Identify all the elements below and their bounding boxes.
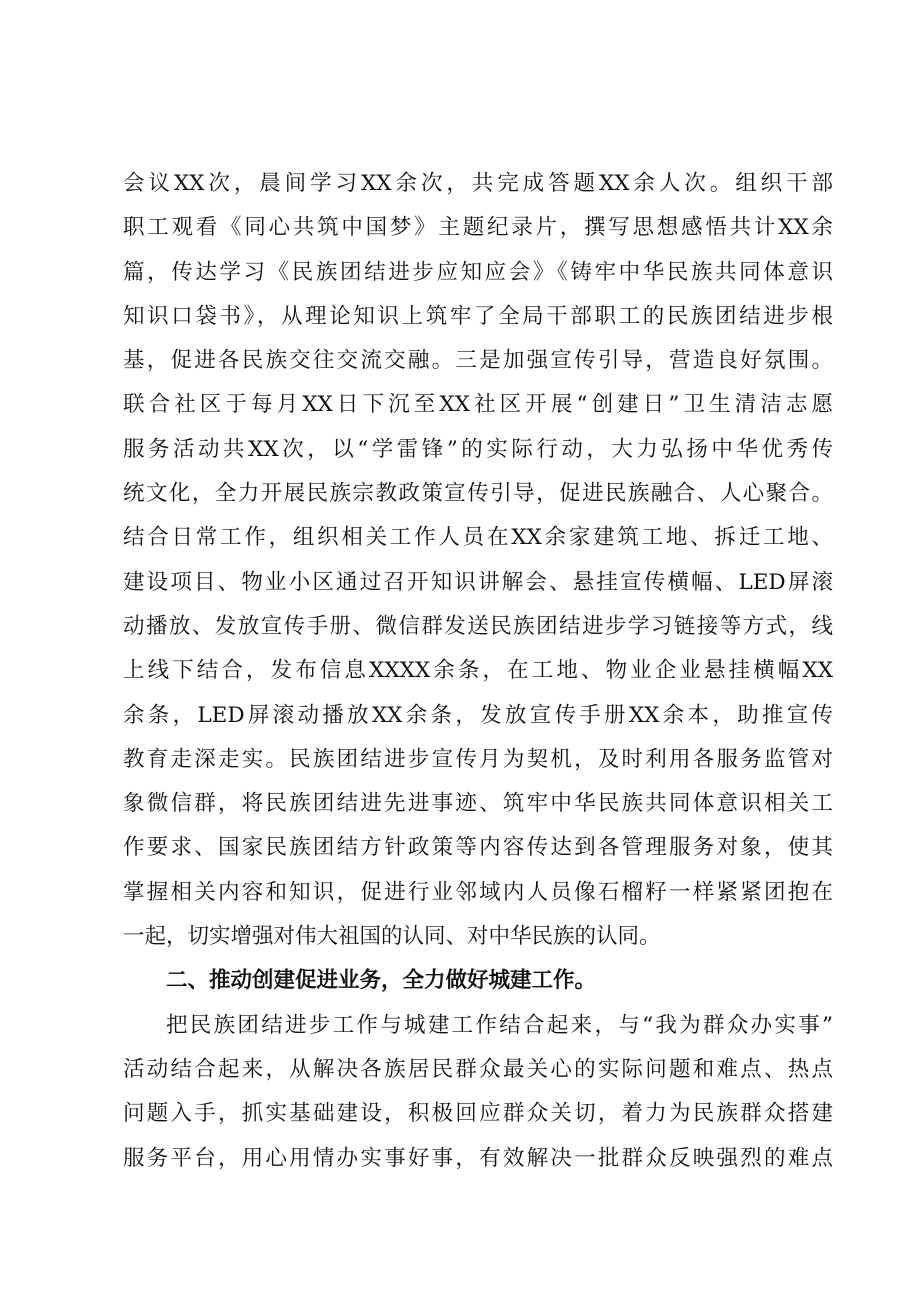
paragraph-1 — [123, 162, 833, 959]
text-line: 知识口袋书》，从理论知识上筑牢了全局干部职工的民族团结进步根 — [123, 303, 833, 329]
text-line: 动播放、发放宣传手册、微信群发送民族团结进步学习链接等方式，线 — [123, 613, 833, 639]
text-line: 统文化，全力开展民族宗教政策宣传引导，促进民族融合、人心聚合。 — [123, 481, 833, 507]
text-line: 作要求、国家民族团结方针政策等内容传达到各管理服务对象，使其 — [123, 835, 833, 861]
text-line: 问题入手，抓实基础建设，积极回应群众关切，着力为民族群众搭建 — [123, 1101, 833, 1127]
text-line: 上线下结合，发布信息XXXX余条，在工地、物业企业悬挂横幅XX — [123, 658, 833, 684]
text-line: 把民族团结进步工作与城建工作结合起来，与“我为群众办实事” — [166, 1012, 833, 1038]
text-line: 活动结合起来，从解决各族居民群众最关心的实际问题和难点、热点 — [123, 1056, 833, 1082]
text-line: 一起，切实增强对伟大祖国的认同、对中华民族的认同。 — [123, 924, 661, 950]
text-line: 结合日常工作，组织相关工作人员在XX余家建筑工地、拆迁工地、 — [123, 525, 833, 551]
text-line: 职工观看《同心共筑中国梦》主题纪录片，撰写思想感悟共计XX余 — [123, 215, 833, 241]
text-line: 建设项目、物业小区通过召开知识讲解会、悬挂宣传横幅、LED屏滚 — [123, 569, 833, 595]
text-line: 象微信群，将民族团结进先进事迹、筑牢中华民族共同体意识相关工 — [123, 791, 833, 817]
text-line: 基，促进各民族交往交流交融。三是加强宣传引导，营造良好氛围。 — [123, 348, 833, 374]
text-line: 余条，LED屏滚动播放XX余条，发放宣传手册XX余本，助推宣传 — [123, 702, 833, 728]
document-body — [123, 162, 833, 1181]
text-line: 会议XX次，晨间学习XX余次，共完成答题XX余人次。组织干部 — [123, 171, 833, 196]
paragraph-2 — [123, 1004, 833, 1181]
section-heading: 二、推动创建促进业务，全力做好城建工作。 — [166, 968, 597, 994]
text-line: 联合社区于每月XX日下沉至XX社区开展“创建日”卫生清洁志愿 — [123, 392, 833, 418]
text-line: 教育走深走实。民族团结进步宣传月为契机，及时利用各服务监管对 — [123, 746, 833, 772]
text-line: 服务平台，用心用情办实事好事，有效解决一批群众反映强烈的难点 — [123, 1145, 833, 1171]
text-line: 掌握相关内容和知识，促进行业邻域内人员像石榴籽一样紧紧团抱在 — [123, 879, 833, 905]
text-line: 篇，传达学习《民族团结进步应知应会》《铸牢中华民族共同体意识 — [123, 259, 833, 285]
text-line: 服务活动共XX次，以“学雷锋”的实际行动，大力弘扬中华优秀传 — [123, 436, 833, 462]
